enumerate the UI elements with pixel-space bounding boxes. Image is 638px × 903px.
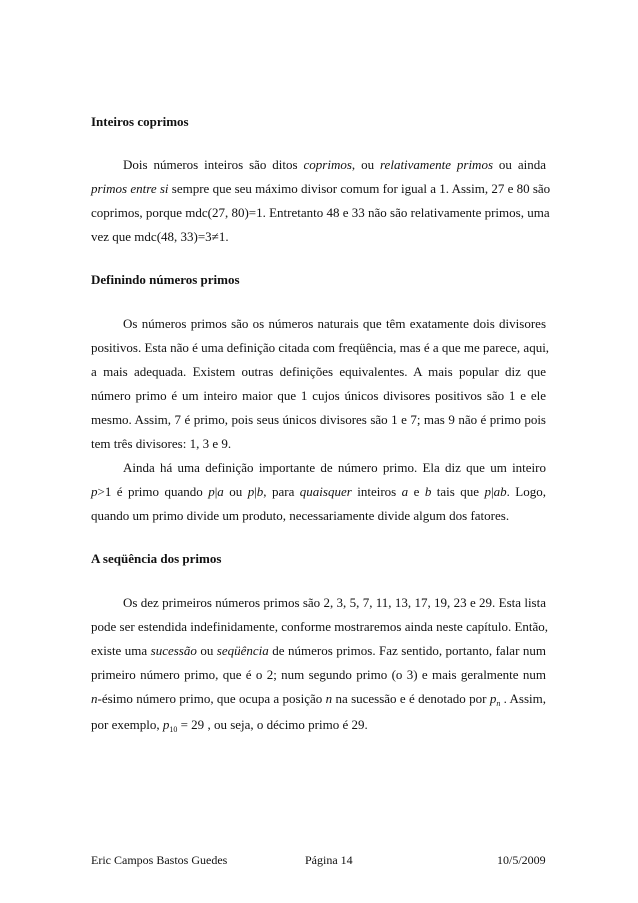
formula-p10: $p_{10} = 29$: [162, 717, 205, 734]
paragraph-line: pode ser estendida indefinidamente, conforme mostraremos ainda neste capítulo. Então,: [91, 619, 549, 634]
paragraph-line: número primo é um inteiro maior que 1 cujos únicos divisores positivos são 1 e ele: [91, 388, 546, 403]
footer-page-number: Página 14: [305, 853, 353, 867]
section-heading-sequencia: A seqüência dos primos: [91, 551, 222, 566]
paragraph-line: coprimos, porque mdc(27, 80)=1. Entretanto 48 e 33 não são relativamente primos, uma: [91, 205, 550, 220]
paragraph-line: Os dez primeiros números primos são 2, 3, 5, 7, 11, 13, 17, 19, 23 e 29. Esta lista: [123, 595, 546, 610]
paragraph-line: vez que mdc(48, 33)=3≠1.: [91, 229, 229, 244]
paragraph-line: tem três divisores: 1, 3 e 9.: [91, 436, 232, 451]
paragraph-line: primeiro número primo, que é o 2; num segundo primo (o 3) e mais geralmente num: [91, 667, 546, 682]
paragraph-line: Ainda há uma definição importante de número primo. Ela diz que um inteiro: [123, 460, 546, 475]
paragraph-line: Dois números inteiros são ditos coprimos, ou relativamente primos ou ainda: [123, 157, 546, 172]
footer-date: 10/5/2009: [497, 853, 546, 867]
paragraph-line: n-ésimo número primo, que ocupa a posição n na sucessão e é denotado por $p_n$ . Assim,: [91, 691, 547, 708]
paragraph-line: primos entre si sempre que seu máximo divisor comum for igual a 1. Assim, 27 e 80 são: [91, 181, 551, 196]
paragraph-line: existe uma sucessão ou seqüência de números primos. Faz sentido, portanto, falar num: [91, 643, 546, 658]
footer-author: Eric Campos Bastos Guedes: [91, 853, 228, 867]
paragraph-line: positivos. Esta não é uma definição citada com freqüência, mas é a que me parece, aqui,: [91, 340, 550, 355]
paragraph-line: quando um primo divide um produto, necessariamente divide algum dos fatores.: [91, 508, 510, 523]
paragraph-line: Os números primos são os números naturais que têm exatamente dois divisores: [123, 316, 546, 331]
paragraph-line: mesmo. Assim, 7 é primo, pois seus únicos divisores são 1 e 7; mas 9 não é primo pois: [91, 412, 546, 427]
section-heading-coprimos: Inteiros coprimos: [91, 114, 189, 129]
section-heading-definindo: Definindo números primos: [91, 272, 240, 287]
paragraph-line: p>1 é primo quando p|a ou p|b, para quaisquer inteiros a e b tais que p|ab. Logo,: [91, 484, 546, 499]
paragraph-line: por exemplo, $p_{10} = 29$ , ou seja, o décimo primo é 29.: [91, 717, 368, 734]
formula-pn: $p_n$: [489, 691, 501, 708]
paragraph-line: a mais adequada. Existem outras definições equivalentes. A mais popular diz que: [91, 364, 546, 379]
